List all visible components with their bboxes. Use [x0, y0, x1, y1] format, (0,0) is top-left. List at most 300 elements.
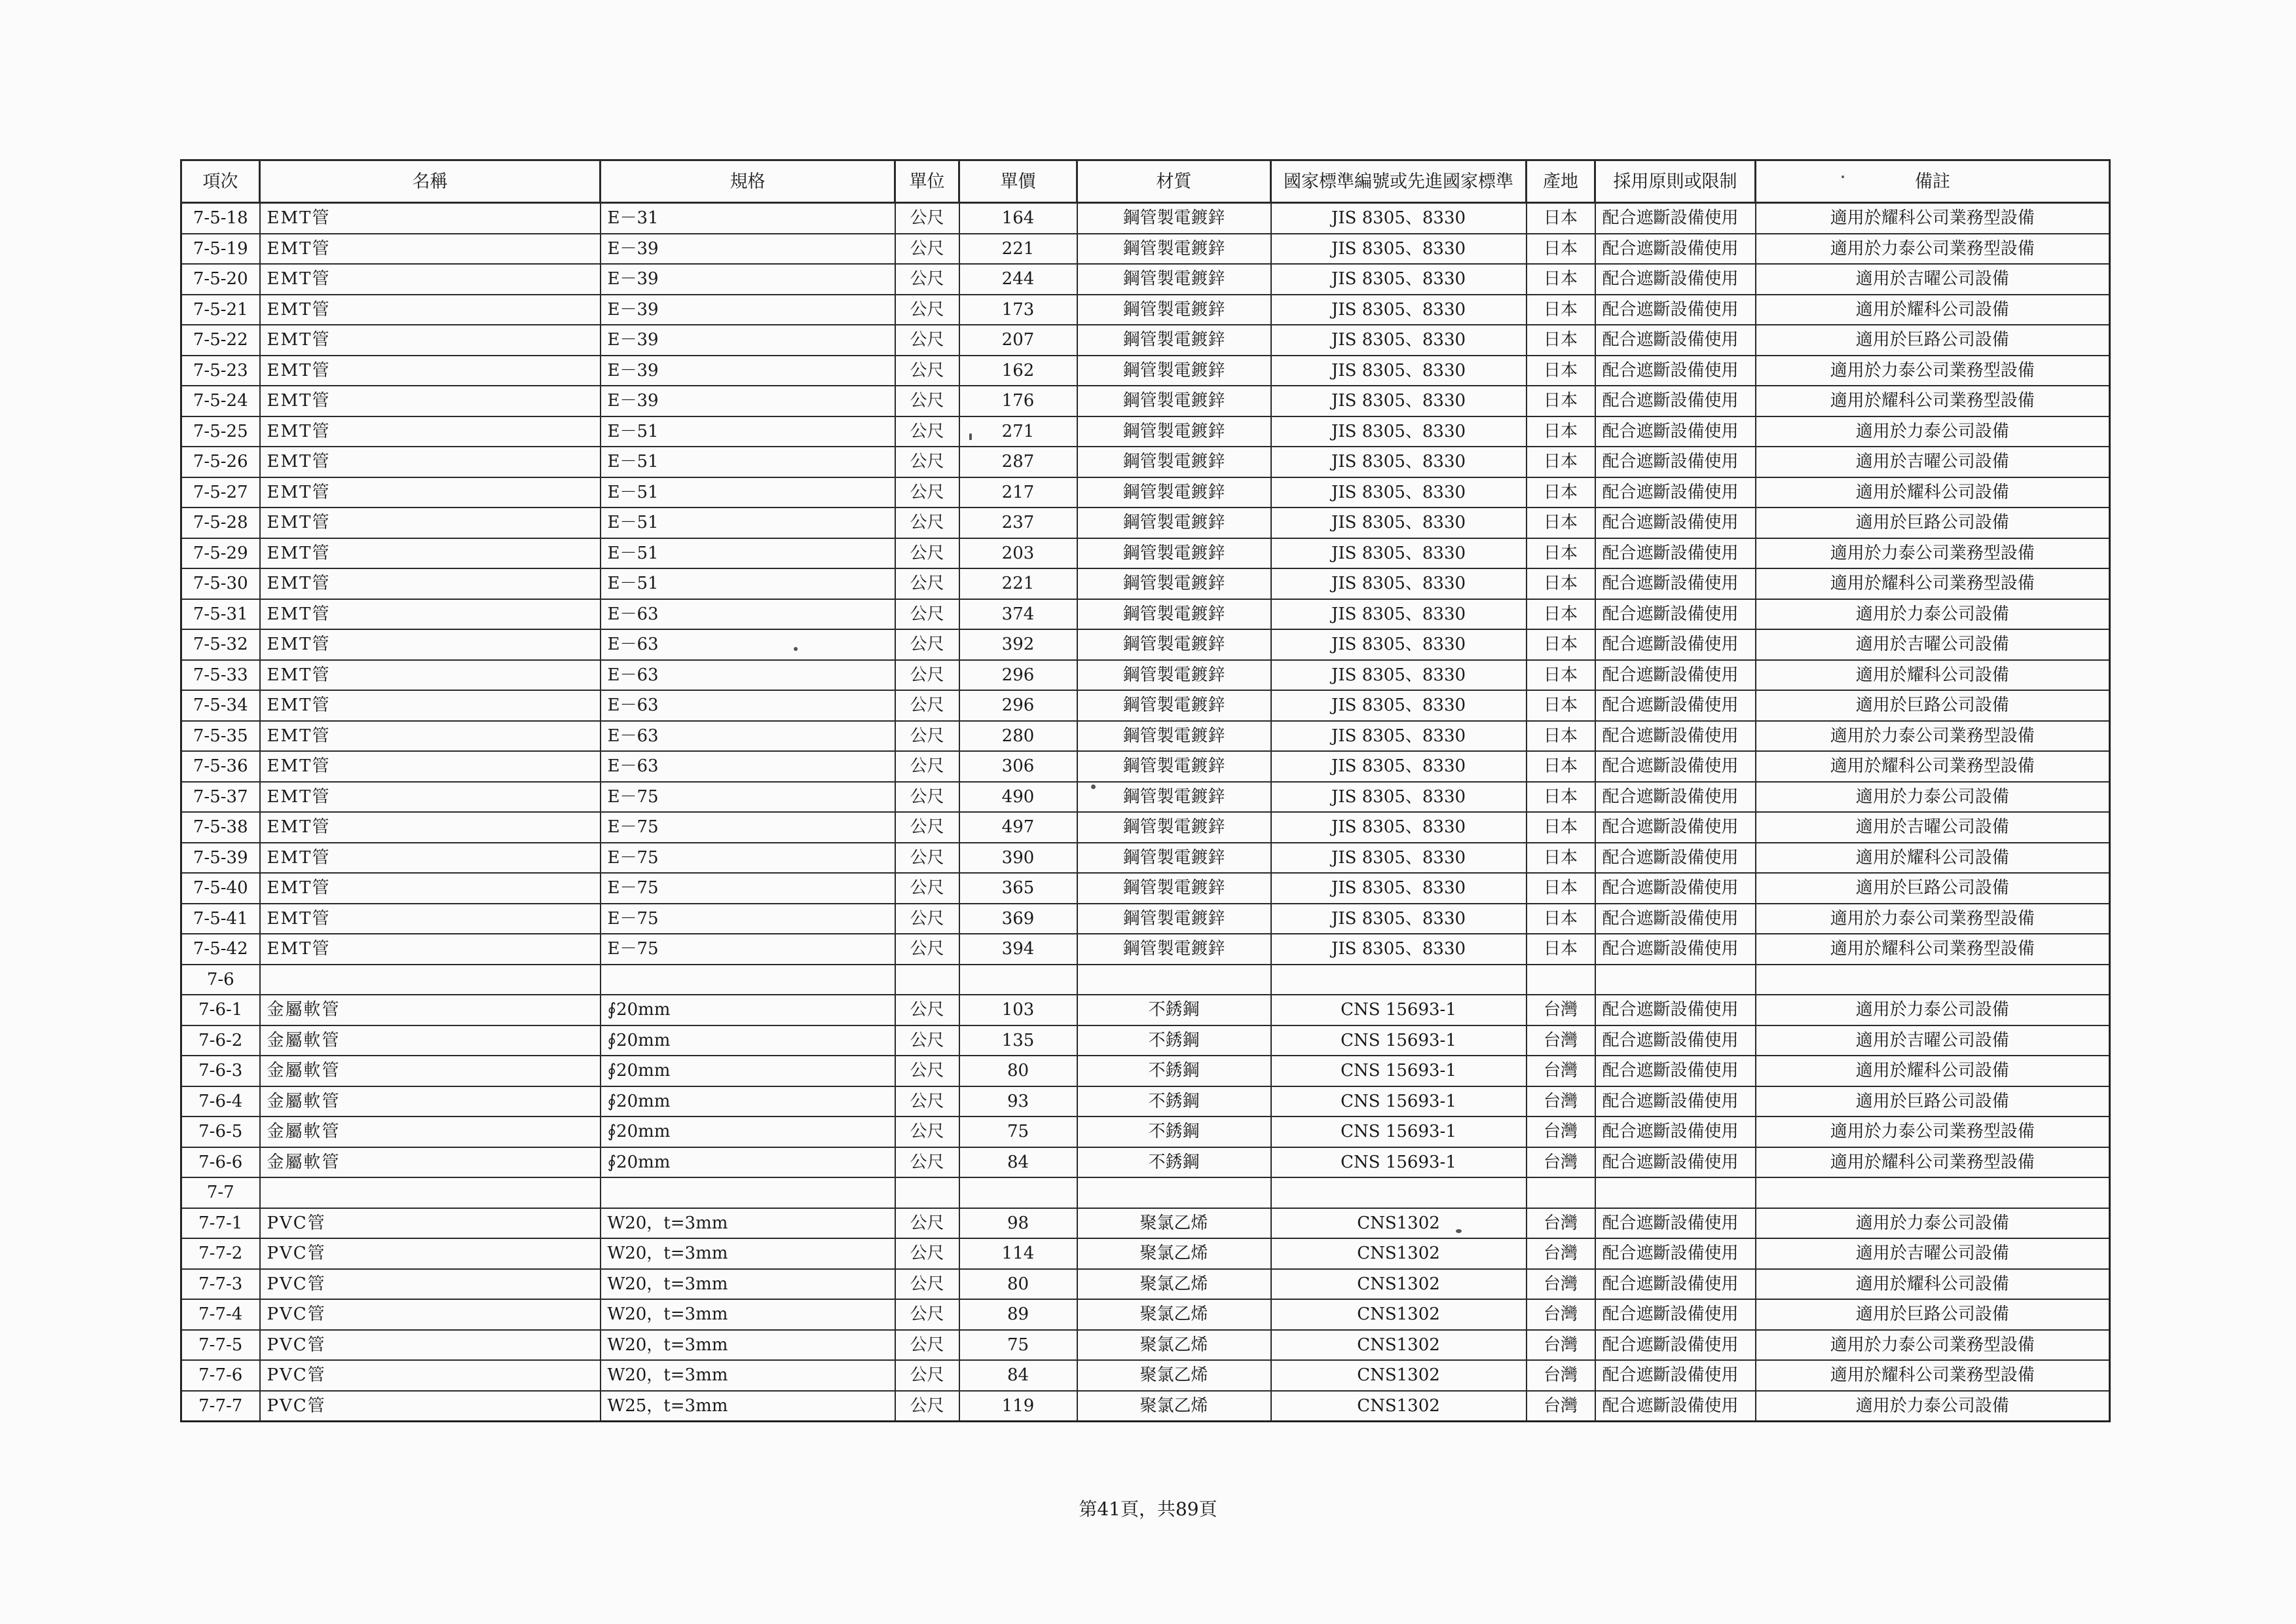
cell-name: PVC管 [260, 1238, 601, 1269]
table-row [181, 386, 2110, 416]
cell-name: EMT管 [260, 325, 601, 356]
cell-principle [1595, 1177, 1756, 1208]
cell-spec: E－63 [601, 660, 895, 691]
cell-unit: 公尺 [895, 599, 959, 630]
table-header-row [181, 160, 2110, 203]
cell-unit: 公尺 [895, 325, 959, 356]
cell-standard: JIS 8305、8330 [1271, 751, 1527, 782]
cell-remarks: 適用於耀科公司設備 [1756, 1269, 2110, 1300]
cell-unit: 公尺 [895, 629, 959, 660]
cell-standard: JIS 8305、8330 [1271, 538, 1527, 569]
cell-spec: E－39 [601, 325, 895, 356]
cell-spec: E－39 [601, 295, 895, 325]
cell-origin: 日本 [1527, 599, 1595, 630]
table-row [181, 325, 2110, 356]
table-row [181, 660, 2110, 691]
table-row [181, 1391, 2110, 1422]
cell-item-no: 7-5-36 [181, 751, 260, 782]
table-row [181, 629, 2110, 660]
cell-item-no: 7-5-38 [181, 812, 260, 843]
cell-remarks: 適用於力泰公司業務型設備 [1756, 356, 2110, 386]
cell-principle: 配合遮斷設備使用 [1595, 1299, 1756, 1330]
cell-spec [601, 965, 895, 995]
cell-unit: 公尺 [895, 568, 959, 599]
cell-standard: JIS 8305、8330 [1271, 599, 1527, 630]
table-row [181, 599, 2110, 630]
cell-name: 金屬軟管 [260, 1116, 601, 1147]
cell-origin: 日本 [1527, 447, 1595, 477]
cell-principle: 配合遮斷設備使用 [1595, 1269, 1756, 1300]
cell-unit-price: 80 [959, 1056, 1077, 1086]
table-row [181, 1299, 2110, 1330]
cell-item-no: 7-5-35 [181, 721, 260, 752]
cell-unit-price: 306 [959, 751, 1077, 782]
cell-origin: 日本 [1527, 295, 1595, 325]
cell-unit-price: 207 [959, 325, 1077, 356]
table-row [181, 782, 2110, 813]
cell-spec: E－39 [601, 386, 895, 416]
cell-spec: E－63 [601, 690, 895, 721]
cell-material [1077, 965, 1271, 995]
cell-unit-price: 203 [959, 538, 1077, 569]
cell-remarks: 適用於力泰公司設備 [1756, 782, 2110, 813]
cell-material: 鋼管製電鍍鋅 [1077, 203, 1271, 234]
scan-speck [794, 647, 798, 651]
cell-remarks: 適用於力泰公司業務型設備 [1756, 1330, 2110, 1361]
cell-item-no: 7-5-33 [181, 660, 260, 691]
cell-remarks: 適用於巨路公司設備 [1756, 690, 2110, 721]
cell-unit: 公尺 [895, 356, 959, 386]
cell-unit: 公尺 [895, 721, 959, 752]
cell-remarks: 適用於力泰公司設備 [1756, 1391, 2110, 1422]
cell-remarks [1756, 1177, 2110, 1208]
cell-name: 金屬軟管 [260, 1086, 601, 1117]
header-unit-price: 單價 [959, 160, 1077, 203]
cell-unit-price: 103 [959, 995, 1077, 1025]
cell-origin: 台灣 [1527, 1391, 1595, 1422]
cell-name: EMT管 [260, 507, 601, 538]
cell-name: EMT管 [260, 203, 601, 234]
cell-unit-price: 490 [959, 782, 1077, 813]
cell-name: PVC管 [260, 1330, 601, 1361]
cell-name: EMT管 [260, 629, 601, 660]
header-material: 材質 [1077, 160, 1271, 203]
cell-standard: JIS 8305、8330 [1271, 386, 1527, 416]
cell-name: EMT管 [260, 356, 601, 386]
cell-remarks: 適用於巨路公司設備 [1756, 325, 2110, 356]
cell-unit: 公尺 [895, 1208, 959, 1239]
cell-standard: CNS 15693-1 [1271, 995, 1527, 1025]
cell-unit-price: 135 [959, 1025, 1077, 1056]
table-row [181, 1208, 2110, 1239]
header-name: 名稱 [260, 160, 601, 203]
cell-origin: 台灣 [1527, 1056, 1595, 1086]
cell-remarks: 適用於吉曜公司設備 [1756, 629, 2110, 660]
cell-remarks: 適用於吉曜公司設備 [1756, 447, 2110, 477]
cell-material: 鋼管製電鍍鋅 [1077, 356, 1271, 386]
cell-unit: 公尺 [895, 1360, 959, 1391]
cell-name: EMT管 [260, 264, 601, 295]
cell-principle: 配合遮斷設備使用 [1595, 1086, 1756, 1117]
cell-origin: 日本 [1527, 386, 1595, 416]
cell-item-no: 7-5-22 [181, 325, 260, 356]
cell-unit-price: 296 [959, 660, 1077, 691]
cell-standard: CNS 15693-1 [1271, 1025, 1527, 1056]
cell-unit-price: 80 [959, 1269, 1077, 1300]
cell-name: EMT管 [260, 873, 601, 904]
cell-material: 鋼管製電鍍鋅 [1077, 264, 1271, 295]
cell-material: 鋼管製電鍍鋅 [1077, 690, 1271, 721]
cell-item-no: 7-5-19 [181, 234, 260, 265]
cell-remarks: 適用於力泰公司設備 [1756, 1208, 2110, 1239]
header-origin: 產地 [1527, 160, 1595, 203]
cell-spec: E－31 [601, 203, 895, 234]
cell-spec: E－63 [601, 751, 895, 782]
cell-spec: E－51 [601, 416, 895, 447]
cell-principle: 配合遮斷設備使用 [1595, 995, 1756, 1025]
cell-principle: 配合遮斷設備使用 [1595, 447, 1756, 477]
cell-origin: 日本 [1527, 629, 1595, 660]
cell-unit-price [959, 1177, 1077, 1208]
cell-standard: CNS1302 [1271, 1391, 1527, 1422]
cell-standard: CNS1302 [1271, 1330, 1527, 1361]
cell-material: 聚氯乙烯 [1077, 1299, 1271, 1330]
cell-name: EMT管 [260, 477, 601, 508]
cell-origin: 台灣 [1527, 1269, 1595, 1300]
cell-unit-price: 287 [959, 447, 1077, 477]
cell-principle: 配合遮斷設備使用 [1595, 873, 1756, 904]
cell-origin: 台灣 [1527, 1025, 1595, 1056]
table-row [181, 1177, 2110, 1208]
table-row [181, 1025, 2110, 1056]
cell-unit: 公尺 [895, 1238, 959, 1269]
cell-name: EMT管 [260, 904, 601, 934]
cell-spec: E－51 [601, 507, 895, 538]
cell-item-no: 7-5-30 [181, 568, 260, 599]
cell-item-no: 7-5-40 [181, 873, 260, 904]
cell-item-no: 7-7-6 [181, 1360, 260, 1391]
cell-name: PVC管 [260, 1391, 601, 1422]
cell-unit: 公尺 [895, 751, 959, 782]
cell-principle [1595, 965, 1756, 995]
cell-origin: 日本 [1527, 934, 1595, 965]
cell-name: EMT管 [260, 538, 601, 569]
cell-name: EMT管 [260, 721, 601, 752]
cell-principle: 配合遮斷設備使用 [1595, 386, 1756, 416]
table-row [181, 1330, 2110, 1361]
cell-material: 鋼管製電鍍鋅 [1077, 599, 1271, 630]
cell-principle: 配合遮斷設備使用 [1595, 1391, 1756, 1422]
cell-standard: JIS 8305、8330 [1271, 873, 1527, 904]
cell-item-no: 7-5-32 [181, 629, 260, 660]
cell-principle: 配合遮斷設備使用 [1595, 325, 1756, 356]
cell-origin [1527, 1177, 1595, 1208]
table-row [181, 234, 2110, 265]
cell-standard: JIS 8305、8330 [1271, 568, 1527, 599]
cell-material: 鋼管製電鍍鋅 [1077, 843, 1271, 874]
cell-item-no: 7-5-29 [181, 538, 260, 569]
cell-material [1077, 1177, 1271, 1208]
cell-principle: 配合遮斷設備使用 [1595, 538, 1756, 569]
cell-unit: 公尺 [895, 904, 959, 934]
cell-standard: JIS 8305、8330 [1271, 934, 1527, 965]
cell-remarks: 適用於耀科公司設備 [1756, 295, 2110, 325]
table-row [181, 295, 2110, 325]
cell-spec: E－75 [601, 934, 895, 965]
cell-remarks: 適用於吉曜公司設備 [1756, 1025, 2110, 1056]
cell-standard: JIS 8305、8330 [1271, 234, 1527, 265]
cell-spec: E－75 [601, 843, 895, 874]
table-row [181, 965, 2110, 995]
cell-item-no: 7-5-23 [181, 356, 260, 386]
cell-unit-price: 173 [959, 295, 1077, 325]
cell-origin: 日本 [1527, 690, 1595, 721]
cell-unit-price: 296 [959, 690, 1077, 721]
table-body [181, 203, 2110, 1422]
cell-principle: 配合遮斷設備使用 [1595, 477, 1756, 508]
cell-unit-price: 221 [959, 234, 1077, 265]
cell-unit: 公尺 [895, 843, 959, 874]
cell-unit: 公尺 [895, 660, 959, 691]
cell-standard: JIS 8305、8330 [1271, 477, 1527, 508]
cell-remarks [1756, 965, 2110, 995]
cell-origin: 日本 [1527, 325, 1595, 356]
cell-name: EMT管 [260, 782, 601, 813]
cell-standard: CNS 15693-1 [1271, 1147, 1527, 1178]
cell-unit: 公尺 [895, 995, 959, 1025]
cell-spec: W20，t=3mm [601, 1208, 895, 1239]
cell-principle: 配合遮斷設備使用 [1595, 1025, 1756, 1056]
cell-name: EMT管 [260, 812, 601, 843]
cell-origin: 台灣 [1527, 1238, 1595, 1269]
cell-material: 聚氯乙烯 [1077, 1330, 1271, 1361]
cell-remarks: 適用於耀科公司業務型設備 [1756, 751, 2110, 782]
cell-unit-price: 394 [959, 934, 1077, 965]
cell-material: 鋼管製電鍍鋅 [1077, 386, 1271, 416]
cell-origin: 台灣 [1527, 1086, 1595, 1117]
header-remarks: 備註 [1756, 160, 2110, 203]
cell-material: 鋼管製電鍍鋅 [1077, 751, 1271, 782]
cell-material: 不銹鋼 [1077, 1116, 1271, 1147]
cell-origin: 台灣 [1527, 1360, 1595, 1391]
cell-item-no: 7-6-2 [181, 1025, 260, 1056]
cell-unit-price: 75 [959, 1330, 1077, 1361]
cell-material: 聚氯乙烯 [1077, 1391, 1271, 1422]
cell-material: 鋼管製電鍍鋅 [1077, 660, 1271, 691]
cell-item-no: 7-5-18 [181, 203, 260, 234]
cell-spec: E－75 [601, 904, 895, 934]
cell-item-no: 7-5-34 [181, 690, 260, 721]
cell-remarks: 適用於力泰公司業務型設備 [1756, 904, 2110, 934]
cell-principle: 配合遮斷設備使用 [1595, 203, 1756, 234]
cell-unit: 公尺 [895, 873, 959, 904]
cell-remarks: 適用於力泰公司設備 [1756, 995, 2110, 1025]
table-row [181, 477, 2110, 508]
table-row [181, 812, 2110, 843]
cell-unit-price: 280 [959, 721, 1077, 752]
cell-name: PVC管 [260, 1208, 601, 1239]
header-standard: 國家標準編號或先進國家標準 [1271, 160, 1527, 203]
cell-principle: 配合遮斷設備使用 [1595, 1056, 1756, 1086]
cell-unit-price: 237 [959, 507, 1077, 538]
cell-origin: 台灣 [1527, 1208, 1595, 1239]
cell-origin: 日本 [1527, 264, 1595, 295]
cell-principle: 配合遮斷設備使用 [1595, 1360, 1756, 1391]
table-row [181, 843, 2110, 874]
cell-standard: JIS 8305、8330 [1271, 812, 1527, 843]
cell-item-no: 7-5-39 [181, 843, 260, 874]
cell-spec: W20，t=3mm [601, 1330, 895, 1361]
cell-spec: W20，t=3mm [601, 1269, 895, 1300]
cell-name: EMT管 [260, 660, 601, 691]
cell-unit: 公尺 [895, 295, 959, 325]
cell-remarks: 適用於耀科公司業務型設備 [1756, 934, 2110, 965]
cell-item-no: 7-5-37 [181, 782, 260, 813]
cell-unit-price: 84 [959, 1360, 1077, 1391]
cell-name: EMT管 [260, 599, 601, 630]
table-row [181, 568, 2110, 599]
cell-material: 鋼管製電鍍鋅 [1077, 873, 1271, 904]
cell-material: 鋼管製電鍍鋅 [1077, 812, 1271, 843]
cell-spec: ∮20mm [601, 1116, 895, 1147]
cell-item-no: 7-5-26 [181, 447, 260, 477]
cell-principle: 配合遮斷設備使用 [1595, 1238, 1756, 1269]
cell-spec: E－63 [601, 599, 895, 630]
cell-origin: 日本 [1527, 660, 1595, 691]
cell-material: 鋼管製電鍍鋅 [1077, 295, 1271, 325]
cell-standard: JIS 8305、8330 [1271, 325, 1527, 356]
cell-material: 不銹鋼 [1077, 1147, 1271, 1178]
cell-remarks: 適用於力泰公司業務型設備 [1756, 538, 2110, 569]
cell-origin: 日本 [1527, 721, 1595, 752]
cell-principle: 配合遮斷設備使用 [1595, 568, 1756, 599]
cell-spec: E－39 [601, 356, 895, 386]
cell-name: EMT管 [260, 690, 601, 721]
cell-material: 鋼管製電鍍鋅 [1077, 568, 1271, 599]
cell-unit: 公尺 [895, 416, 959, 447]
cell-standard: JIS 8305、8330 [1271, 904, 1527, 934]
cell-spec: W20，t=3mm [601, 1360, 895, 1391]
cell-standard: CNS1302 [1271, 1360, 1527, 1391]
cell-item-no: 7-7-5 [181, 1330, 260, 1361]
cell-remarks: 適用於力泰公司業務型設備 [1756, 1116, 2110, 1147]
cell-standard: JIS 8305、8330 [1271, 356, 1527, 386]
cell-unit-price: 374 [959, 599, 1077, 630]
cell-principle: 配合遮斷設備使用 [1595, 1208, 1756, 1239]
cell-remarks: 適用於耀科公司業務型設備 [1756, 1360, 2110, 1391]
cell-principle: 配合遮斷設備使用 [1595, 1330, 1756, 1361]
cell-item-no: 7-7-1 [181, 1208, 260, 1239]
cell-name: 金屬軟管 [260, 1147, 601, 1178]
cell-name: EMT管 [260, 295, 601, 325]
cell-unit: 公尺 [895, 477, 959, 508]
cell-unit: 公尺 [895, 538, 959, 569]
scan-speck [1091, 784, 1096, 789]
table-row [181, 507, 2110, 538]
cell-principle: 配合遮斷設備使用 [1595, 782, 1756, 813]
cell-principle: 配合遮斷設備使用 [1595, 507, 1756, 538]
cell-principle: 配合遮斷設備使用 [1595, 751, 1756, 782]
cell-name: 金屬軟管 [260, 1025, 601, 1056]
cell-name: EMT管 [260, 234, 601, 265]
cell-item-no: 7-6-5 [181, 1116, 260, 1147]
cell-item-no: 7-7-4 [181, 1299, 260, 1330]
cell-item-no: 7-7-7 [181, 1391, 260, 1422]
cell-material: 聚氯乙烯 [1077, 1360, 1271, 1391]
cell-unit [895, 965, 959, 995]
cell-standard: CNS1302 [1271, 1269, 1527, 1300]
cell-principle: 配合遮斷設備使用 [1595, 660, 1756, 691]
cell-item-no: 7-7-3 [181, 1269, 260, 1300]
cell-unit-price: 164 [959, 203, 1077, 234]
cell-unit-price: 365 [959, 873, 1077, 904]
cell-origin: 日本 [1527, 751, 1595, 782]
cell-spec: ∮20mm [601, 1086, 895, 1117]
cell-item-no: 7-5-41 [181, 904, 260, 934]
cell-origin: 日本 [1527, 477, 1595, 508]
cell-spec: E－75 [601, 782, 895, 813]
table-row [181, 995, 2110, 1025]
cell-item-no: 7-6-4 [181, 1086, 260, 1117]
table-row [181, 203, 2110, 234]
cell-material: 鋼管製電鍍鋅 [1077, 904, 1271, 934]
cell-spec: E－39 [601, 264, 895, 295]
table-row [181, 416, 2110, 447]
cell-principle: 配合遮斷設備使用 [1595, 904, 1756, 934]
cell-remarks: 適用於耀科公司業務型設備 [1756, 568, 2110, 599]
cell-name: PVC管 [260, 1360, 601, 1391]
cell-name: EMT管 [260, 447, 601, 477]
cell-principle: 配合遮斷設備使用 [1595, 690, 1756, 721]
cell-spec: E－51 [601, 477, 895, 508]
cell-standard: CNS1302 [1271, 1238, 1527, 1269]
table-row [181, 690, 2110, 721]
cell-standard: JIS 8305、8330 [1271, 843, 1527, 874]
cell-item-no: 7-5-24 [181, 386, 260, 416]
cell-spec [601, 1177, 895, 1208]
cell-unit-price: 119 [959, 1391, 1077, 1422]
cell-material: 鋼管製電鍍鋅 [1077, 507, 1271, 538]
cell-unit-price: 93 [959, 1086, 1077, 1117]
cell-unit-price: 271 [959, 416, 1077, 447]
table-row [181, 1116, 2110, 1147]
cell-item-no: 7-5-42 [181, 934, 260, 965]
cell-name: EMT管 [260, 416, 601, 447]
cell-origin: 日本 [1527, 904, 1595, 934]
cell-remarks: 適用於耀科公司業務型設備 [1756, 203, 2110, 234]
cell-origin: 台灣 [1527, 995, 1595, 1025]
cell-material: 鋼管製電鍍鋅 [1077, 325, 1271, 356]
cell-origin: 日本 [1527, 507, 1595, 538]
cell-remarks: 適用於耀科公司設備 [1756, 660, 2110, 691]
cell-spec: ∮20mm [601, 1025, 895, 1056]
cell-name: EMT管 [260, 568, 601, 599]
cell-standard: JIS 8305、8330 [1271, 660, 1527, 691]
cell-origin: 台灣 [1527, 1330, 1595, 1361]
cell-standard [1271, 965, 1527, 995]
cell-standard: JIS 8305、8330 [1271, 507, 1527, 538]
cell-standard: JIS 8305、8330 [1271, 264, 1527, 295]
cell-material: 鋼管製電鍍鋅 [1077, 416, 1271, 447]
cell-standard: CNS1302 [1271, 1299, 1527, 1330]
cell-remarks: 適用於巨路公司設備 [1756, 1086, 2110, 1117]
cell-spec: E－75 [601, 873, 895, 904]
cell-item-no: 7-5-20 [181, 264, 260, 295]
cell-standard: JIS 8305、8330 [1271, 203, 1527, 234]
table-row [181, 934, 2110, 965]
cell-name: EMT管 [260, 843, 601, 874]
cell-origin: 日本 [1527, 812, 1595, 843]
